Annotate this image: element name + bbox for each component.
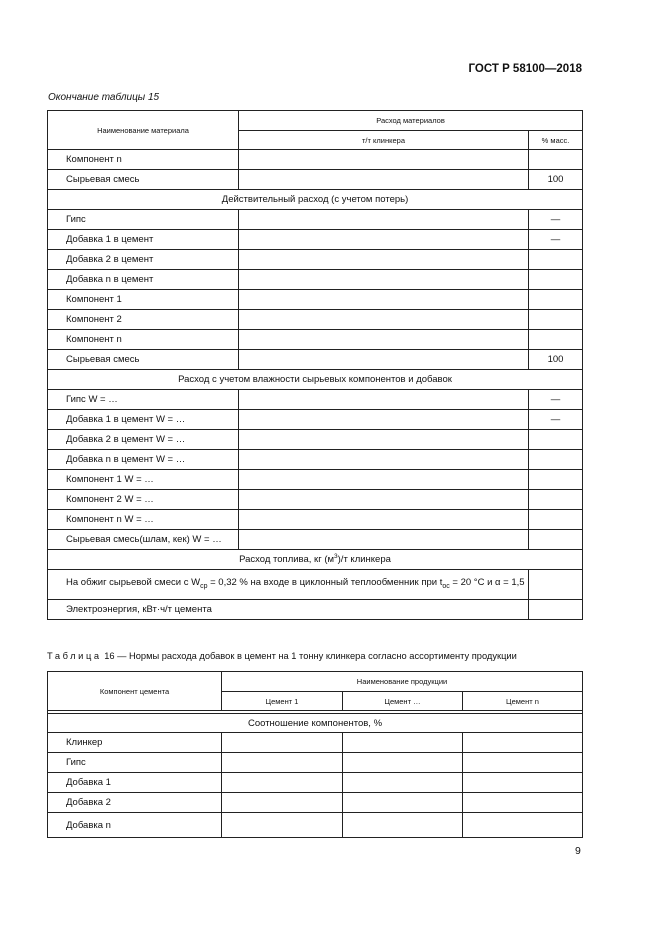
material-name: Компонент n: [48, 150, 239, 170]
pct-value: [529, 510, 583, 530]
table-row: [48, 290, 583, 310]
component-name: Гипс: [48, 753, 222, 773]
table-row: [48, 733, 583, 753]
material-name: Сырьевая смесь: [48, 350, 239, 370]
table-row: [48, 390, 583, 410]
cement-value: [343, 793, 463, 813]
material-name: Компонент 1 W = …: [48, 470, 239, 490]
col-product-header: Наименование продукции: [222, 672, 583, 692]
fuel-section-post: )/т клинкера: [337, 554, 391, 566]
tt-value: [239, 410, 529, 430]
pct-value: 100: [529, 350, 583, 370]
tt-value: [239, 530, 529, 550]
material-name: Сырьевая смесь(шлам, кек) W = …: [48, 530, 239, 550]
table-row: [48, 450, 583, 470]
col-cement-mid: Цемент …: [343, 692, 463, 711]
pct-value: —: [529, 230, 583, 250]
cement-value: [343, 813, 463, 838]
fuel-section-pre: Расход топлива, кг (м: [239, 554, 335, 566]
cement-value: [222, 753, 343, 773]
col-pct-header: % масс.: [529, 131, 583, 150]
col-cement-n: Цемент n: [463, 692, 583, 711]
component-name: Добавка n: [48, 813, 222, 838]
pct-value: [529, 330, 583, 350]
section-actual-consumption: Действительный расход (с учетом потерь): [48, 190, 583, 210]
material-name: Компонент 2: [48, 310, 239, 330]
tt-value: [239, 230, 529, 250]
col-name-header: Наименование материала: [48, 111, 239, 150]
page-number: 9: [575, 845, 581, 857]
cement-value: [222, 813, 343, 838]
tt-value: [239, 510, 529, 530]
col-cement-1: Цемент 1: [222, 692, 343, 711]
pct-value: [529, 310, 583, 330]
material-name: Компонент 2 W = …: [48, 490, 239, 510]
table-row: [48, 330, 583, 350]
table16-caption: Таблица 16 — Нормы расхода добавок в цемент на 1 тонну клинкера согласно ассортименту продукции: [47, 651, 517, 661]
table-row: [48, 530, 583, 550]
table-row: [48, 430, 583, 450]
table-row: [48, 310, 583, 330]
table-row: [48, 250, 583, 270]
tt-value: [239, 490, 529, 510]
pct-value: —: [529, 410, 583, 430]
tt-value: [239, 330, 529, 350]
cement-value: [222, 733, 343, 753]
fuel-section-sup: 3: [334, 553, 338, 561]
pct-value: [529, 270, 583, 290]
material-name: Гипс: [48, 210, 239, 230]
pct-value: [529, 490, 583, 510]
material-name: Гипс W = …: [48, 390, 239, 410]
pct-value: [529, 250, 583, 270]
tt-value: [239, 170, 529, 190]
pct-value: [529, 450, 583, 470]
table-row: [48, 793, 583, 813]
material-name: Добавка n в цемент: [48, 270, 239, 290]
section-fuel-consumption: [48, 550, 583, 570]
table-row: [48, 490, 583, 510]
col-tt-header: т/т клинкера: [239, 131, 529, 150]
cement-value: [463, 773, 583, 793]
cement-value: [222, 773, 343, 793]
table-row: [48, 410, 583, 430]
tt-value: [239, 470, 529, 490]
component-name: Добавка 1: [48, 773, 222, 793]
material-name: Добавка 1 в цемент W = …: [48, 410, 239, 430]
tt-value: [239, 250, 529, 270]
tt-value: [239, 430, 529, 450]
table-row: [48, 350, 583, 370]
table-row: [48, 230, 583, 250]
table-16: [47, 671, 583, 838]
tt-value: [239, 350, 529, 370]
section-moisture-consumption: Расход с учетом влажности сырьевых компонентов и добавок: [48, 370, 583, 390]
energy-row-label: Электроэнергия, кВт·ч/т цемента: [48, 600, 529, 620]
table-row: [48, 510, 583, 530]
col-component-header: Компонент цемента: [48, 672, 222, 711]
tt-value: [239, 270, 529, 290]
table-row: [48, 210, 583, 230]
pct-value: [529, 430, 583, 450]
table-row: [48, 813, 583, 838]
component-name: Клинкер: [48, 733, 222, 753]
cement-value: [343, 773, 463, 793]
fuel-row-value: [529, 570, 583, 600]
tt-value: [239, 310, 529, 330]
material-name: Компонент n: [48, 330, 239, 350]
tt-value: [239, 450, 529, 470]
pct-value: 100: [529, 170, 583, 190]
cement-value: [222, 793, 343, 813]
section-component-ratio: Соотношение компонентов, %: [48, 714, 583, 733]
material-name: Добавка 1 в цемент: [48, 230, 239, 250]
col-group-header: Расход материалов: [239, 111, 583, 131]
material-name: Компонент 1: [48, 290, 239, 310]
tt-value: [239, 150, 529, 170]
table-row: [48, 270, 583, 290]
pct-value: [529, 530, 583, 550]
tt-value: [239, 390, 529, 410]
component-name: Добавка 2: [48, 793, 222, 813]
pct-value: [529, 290, 583, 310]
cement-value: [463, 793, 583, 813]
fuel-row-label: На обжиг сырьевой смеси с $W_{ср} = 0,32$ % на входе в циклонный теплообменник при $t_{ос} = 20$ °С и α = 1,5: [48, 570, 529, 600]
cement-value: [463, 813, 583, 838]
material-name: Добавка 2 в цемент W = …: [48, 430, 239, 450]
material-name: Компонент n W = …: [48, 510, 239, 530]
pct-value: —: [529, 390, 583, 410]
cement-value: [463, 753, 583, 773]
table-row: [48, 150, 583, 170]
tt-value: [239, 290, 529, 310]
pct-value: [529, 470, 583, 490]
material-name: Добавка 2 в цемент: [48, 250, 239, 270]
cement-value: [343, 753, 463, 773]
pct-value: —: [529, 210, 583, 230]
table-row: [48, 753, 583, 773]
cement-value: [343, 733, 463, 753]
table-row: [48, 773, 583, 793]
energy-row-value: [529, 600, 583, 620]
material-name: Добавка n в цемент W = …: [48, 450, 239, 470]
material-name: Сырьевая смесь: [48, 170, 239, 190]
table15-caption: Окончание таблицы 15: [48, 92, 160, 103]
table-row: [48, 470, 583, 490]
cement-value: [463, 733, 583, 753]
table-15: [47, 110, 583, 620]
pct-value: [529, 150, 583, 170]
document-id: ГОСТ Р 58100—2018: [468, 63, 582, 75]
table-row: [48, 170, 583, 190]
tt-value: [239, 210, 529, 230]
